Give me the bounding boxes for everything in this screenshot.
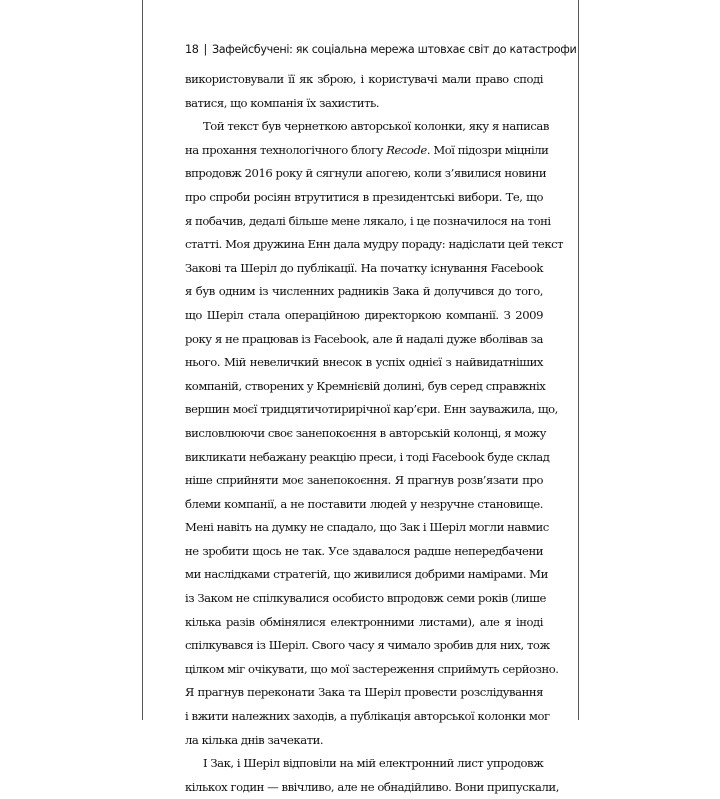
text-line: використовували її як зброю, і користувачі мали право споді	[185, 72, 543, 86]
text-line: кількох годин — ввічливо, але не обнадійливо. Вони припускали,	[185, 779, 559, 794]
text-line: не зробити щось не так. Усе здавалося радше непередбачени	[185, 543, 543, 558]
text-line: спілкувався із Шеріл. Свого часу я чимало зробив для них, тож	[185, 638, 550, 653]
body-text	[185, 68, 564, 799]
page-number: 18	[185, 43, 199, 56]
text-line: вершин моєї тридцятичотирирічної кар’єри. Енн зауважила, що,	[185, 402, 558, 417]
text-line: що Шеріл стала операційною директоркою компанії. З 2009	[185, 307, 543, 322]
text-line: ми наслідками стратегій, що живилися добрими намірами. Ми	[185, 567, 548, 582]
italic-text: Recode	[386, 142, 427, 157]
text-line: висловлюючи своє занепокоєння в авторській колонці, я можу	[185, 425, 546, 440]
text-line: про спроби росіян втрутитися в президентські вибори. Те, що	[185, 189, 543, 204]
text-line: і вжити належних заходів, а публікація авторської колонки мог	[185, 709, 550, 724]
text-line: року я не працював із Facebook, але й надалі дуже вболівав за	[185, 331, 543, 346]
text-line: блеми компанії, а не поставити людей у незручне становище.	[185, 496, 543, 511]
text-line: викликати небажану реакцію преси, і тоді Facebook буде склад	[185, 449, 550, 464]
text-line: із Заком не спілкувалися особисто впродовж семи років (лише	[185, 591, 546, 606]
book-page	[142, 0, 579, 794]
text-line: статті. Моя дружина Енн дала мудру пораду: надіслати цей текст	[185, 237, 564, 252]
running-header	[185, 43, 577, 56]
text-line: Я прагнув переконати Зака та Шеріл провести розслідування	[185, 685, 543, 700]
text-line: ла кілька днів зачекати.	[185, 732, 324, 747]
text-line: Той текст був чернеткою авторської колонки, яку я написав	[203, 119, 549, 134]
book-title: Зафейсбучені: як соціальна мережа штовхає світ до катастрофи	[211, 43, 577, 56]
text-line: Закові та Шеріл до публікації. На початку існування Facebook	[185, 260, 543, 275]
text-line: І Зак, і Шеріл відповіли на мій електронний лист упродовж	[203, 756, 544, 771]
header-separator: |	[203, 43, 207, 56]
text-line: компаній, створених у Кремнієвій долині, був серед справжніх	[185, 378, 546, 393]
text-line: я побачив, дедалі більше мене лякало, і це позначилося на тоні	[185, 213, 551, 228]
text-line: впродовж 2016 року й сягнули апогею, коли з’явилися новини	[185, 166, 547, 181]
text-line: кілька разів обмінялися електронними листами), але я іноді	[185, 614, 543, 629]
text-line: нього. Мій невеличкий внесок в успіх однієї з найвидатніших	[185, 355, 543, 370]
text-line: на прохання технологічного блогу Recode. Мої підозри міцніли	[185, 142, 549, 157]
text-line: я був одним із численних радників Зака й долучився до того,	[185, 284, 543, 299]
text-line: Мені навіть на думку не спадало, що Зак і Шеріл могли навмис	[185, 520, 549, 535]
text-line: ватися, що компанія їх захистить.	[185, 95, 380, 110]
text-line: ніше сприйняти моє занепокоєння. Я прагнув розв’язати про	[185, 473, 543, 488]
text-line: цілком міг очікувати, що мої застереження сприймуть серйозно.	[185, 661, 559, 676]
